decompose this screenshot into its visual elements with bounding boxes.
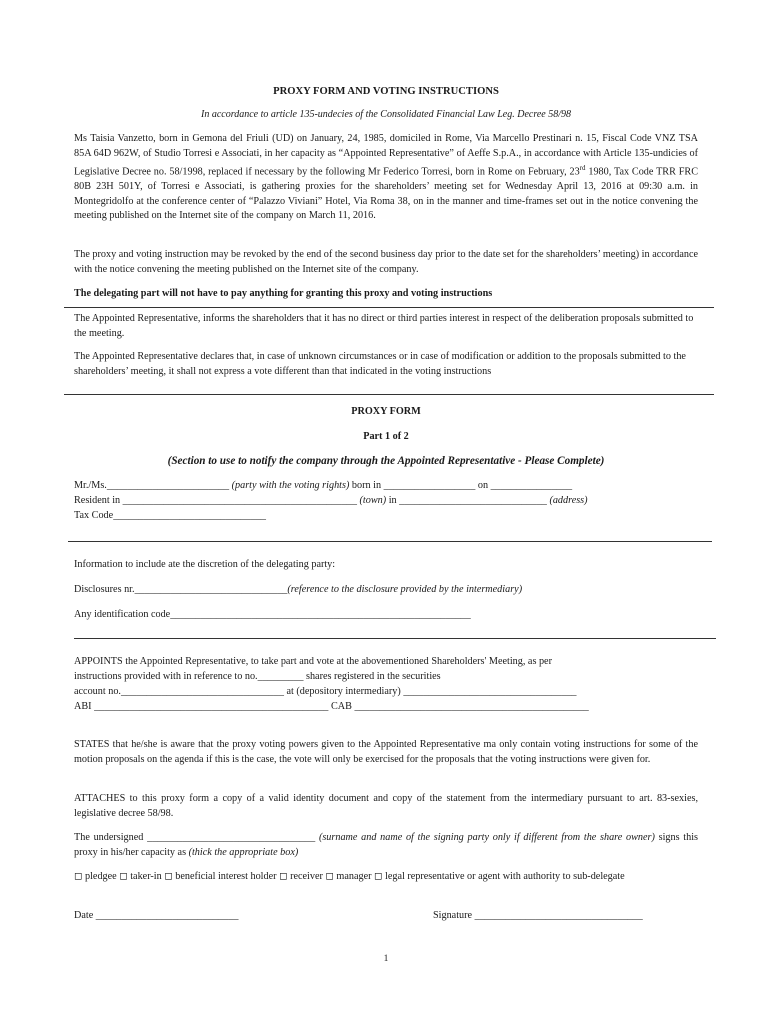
checkbox-note: (thick the appropriate box): [188, 846, 299, 858]
date-label: Date: [74, 910, 94, 921]
name-label: Mr./Ms.: [74, 480, 107, 491]
document-title: PROXY FORM AND VOTING INSTRUCTIONS: [273, 86, 499, 97]
appoints-line-1: APPOINTS the Appointed Representative, to take part and vote at the abovementioned Shareholders' Meeting, as per: [74, 656, 552, 667]
tax-code-label: Tax Code: [74, 510, 114, 521]
page-number: 1: [383, 954, 389, 964]
resident-label: Resident in: [74, 495, 121, 506]
divider: [64, 394, 714, 395]
disclosures-label: Disclosures nr.: [74, 584, 135, 595]
born-label: born in: [351, 480, 382, 491]
capacity-checkboxes[interactable]: ◻ pledgee ◻ taker-in ◻ beneficial interest holder ◻ receiver ◻ manager ◻ legal representative or agent with authority to sub-delegate: [74, 871, 625, 882]
disclosures-note: (reference to the disclosure provided by the intermediary): [287, 584, 523, 595]
appoints-line-3[interactable]: account no.________________________________ at (depository intermediary) __________________________________: [74, 686, 577, 697]
name-note: (party with the voting rights): [231, 480, 350, 491]
intro-text-a: Ms Taisia Vanzetto, born in Gemona del Friuli (UD) on January, 24, 1985, domiciled in Rome, Via Marcello Prestinari n. 15, Fiscal Code VNZ TSA 85A 64D 962W, of Studio Torresi e Associati, in her capacity as “Appointed Representative” of Aeffe S.p.A., in accordance with Article 135-undicies of Legislative Decree no. 58/1998, replaced if necessary by the following Mr Federico Torresi, born in Rome on February, 23: [74, 133, 698, 178]
tax-code-row: [74, 509, 698, 524]
section-heading: (Section to use to notify the company through the Appointed Representative - Please Complete): [167, 455, 605, 467]
identification-field[interactable]: ___________________________________________________________: [170, 609, 471, 620]
undersigned-field[interactable]: _________________________________: [147, 832, 316, 843]
interest-disclosure: The Appointed Representative, informs the shareholders that it has no direct or third parties interest in respect of the deliberation proposals submitted to the meeting.: [74, 313, 694, 339]
address-note: (address): [549, 495, 588, 506]
discretion-info: Information to include ate the discretion of the delegating party:: [74, 559, 336, 570]
residence-row: [74, 494, 698, 509]
town-field[interactable]: ______________________________________________: [122, 495, 357, 506]
birthdate-field[interactable]: ________________: [490, 480, 573, 491]
undersigned-text: signs this proxy in his/her capacity as: [74, 832, 699, 858]
disclosures-row: [74, 583, 698, 598]
intro-paragraph: [74, 132, 698, 224]
name-row: [74, 479, 698, 494]
signature-label: Signature: [433, 910, 473, 921]
date-field[interactable]: ____________________________: [95, 910, 239, 921]
disclosures-field[interactable]: ______________________________: [134, 584, 288, 595]
undersigned-note: (surname and name of the signing party only if different from the share owner): [318, 832, 655, 843]
revocation-paragraph: The proxy and voting instruction may be revoked by the end of the second business day prior to the date set for the shareholders’ meeting) in accordance with the notice convening the meeting published on the Internet site of the company.: [74, 249, 698, 275]
name-field[interactable]: ________________________: [106, 480, 230, 491]
intro-superscript: rd: [579, 164, 586, 173]
signature-field[interactable]: _________________________________: [474, 910, 643, 921]
vote-declaration: The Appointed Representative declares that, in case of unknown circumstances or in case of modification or addition to the proposals submitted to the shareholders’ meeting, it shall not express a vote different than that indicated in the voting instructions: [74, 351, 686, 377]
divider: [74, 638, 716, 639]
identification-label: Any identification code: [74, 609, 171, 620]
on-label: on: [477, 480, 489, 491]
town-note: (town): [359, 495, 387, 506]
divider: [64, 307, 714, 308]
identification-row: [74, 608, 698, 623]
part-label: Part 1 of 2: [363, 431, 409, 442]
tax-code-field[interactable]: ______________________________: [113, 510, 266, 521]
signature-row: [433, 909, 703, 924]
undersigned-paragraph: [74, 831, 698, 860]
attaches-paragraph: ATTACHES to this proxy form a copy of a valid identity document and copy of the statement from the intermediary pursuant to art. 83-sexies, legislative decree 58/98.: [74, 793, 698, 819]
divider: [68, 541, 712, 542]
birthplace-field[interactable]: __________________: [383, 480, 476, 491]
proxy-form-title: PROXY FORM: [351, 406, 421, 417]
states-paragraph: STATES that he/she is aware that the proxy voting powers given to the Appointed Representative ma only contain voting instructions for some of the motion proposals on the agenda if this is the case, the vote will only be exercised for the proposals that the voting instructions were given for.: [74, 739, 698, 765]
undersigned-label: The undersigned: [74, 832, 144, 843]
intro-text-b: 1980, Tax Code TRR FRC 80B 23H 501Y, of Torresi e Associati, is gathering proxies for the shareholders’ meeting set for Wednesday April 13, 2016 at 09:30 a.m. in Montegridolfo at the conference center of “Palazzo Viviani” Hotel, Via Roma 38, on in the manner and time-frames set out in the notice convening the meeting published on the Internet site of the company on March 11, 2016.: [74, 166, 698, 222]
appoints-line-2[interactable]: instructions provided with in reference to no._________ shares registered in the securities: [74, 671, 441, 682]
address-field[interactable]: _____________________________: [399, 495, 547, 506]
in-label: in: [388, 495, 397, 506]
appoints-line-4[interactable]: ABI ______________________________________________ CAB ______________________________________________: [74, 701, 589, 712]
no-cost-statement: The delegating part will not have to pay anything for granting this proxy and voting instructions: [74, 288, 493, 299]
document-subtitle: In accordance to article 135-undecies of the Consolidated Financial Law Leg. Decree 58/98: [200, 109, 572, 120]
